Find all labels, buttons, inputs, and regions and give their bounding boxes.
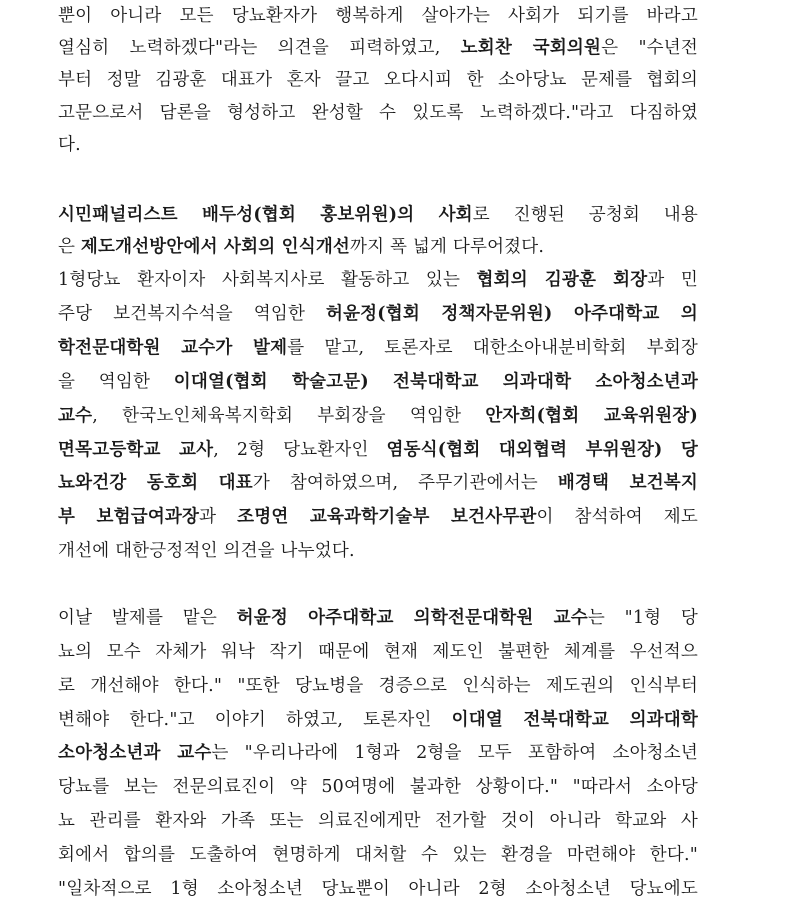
text-run: 주당 보건복지수석을 역임한 xyxy=(58,304,326,324)
text-line xyxy=(58,843,698,867)
text-line xyxy=(58,438,698,462)
bold-text: 안자희(협회 교육위원장) xyxy=(485,406,698,426)
text-line xyxy=(58,203,698,227)
text-line xyxy=(58,268,698,292)
text-run: 로 진행된 공청회 내용 xyxy=(472,205,698,225)
text-line xyxy=(58,877,698,901)
text-run: 은 xyxy=(58,237,81,257)
bold-text: 협회의 김광훈 회장 xyxy=(476,270,648,290)
bold-text: 배경택 보건복지 xyxy=(557,473,699,493)
text-line xyxy=(58,302,698,326)
text-run: 를 맡고, 토론자로 대한소아내분비학회 부회장 xyxy=(287,338,698,358)
text-run: , 한국노인체육복지학회 부회장을 역임한 xyxy=(92,406,486,426)
bold-text: 제도개선방안에서 사회의 인식개선 xyxy=(80,237,351,257)
bold-text: 이대열 전북대학교 의과대학 xyxy=(451,710,698,730)
text-line xyxy=(58,640,698,664)
bold-text: 염동식(협회 대외협력 부위원장) 당 xyxy=(386,440,699,460)
text-run: 뇨 관리를 환자와 가족 또는 의료진에게만 전가할 것이 아니라 학교와 사 xyxy=(58,811,698,831)
text-line xyxy=(58,404,698,428)
text-line xyxy=(58,775,698,799)
text-line xyxy=(58,336,698,360)
text-run: 열심히 노력하겠다"라는 의견을 피력하였고, xyxy=(58,38,461,58)
bold-text: 시민패널리스트 배두성(협회 홍보위원)의 사회 xyxy=(58,205,473,225)
text-line xyxy=(58,809,698,833)
text-run: 은 "수년전 xyxy=(601,38,699,58)
bold-text: 학전문대학원 교수가 발제 xyxy=(58,338,288,358)
text-run: 가 참여하였으며, 주무기관에서는 xyxy=(252,473,558,493)
text-line xyxy=(58,471,698,495)
text-run: 뇨의 모수 자체가 워낙 작기 때문에 현재 제도인 불편한 체계를 우선적으 xyxy=(58,642,698,662)
bold-text: 이대열(협회 학술고문) 전북대학교 의과대학 소아청소년과 xyxy=(173,372,698,392)
text-run: 뿐이 아니라 모든 당뇨환자가 행복하게 살아가는 사회가 되기를 바라고 xyxy=(58,6,698,26)
text-line xyxy=(58,606,698,630)
text-run: 1형당뇨 환자이자 사회복지사로 활동하고 있는 xyxy=(58,270,477,290)
text-line xyxy=(58,708,698,732)
text-run: 다. xyxy=(58,135,81,155)
text-run: 과 xyxy=(199,507,238,527)
text-run: 과 민 xyxy=(647,270,698,290)
text-run: 는 "1형 당 xyxy=(587,608,698,628)
text-line xyxy=(58,4,698,28)
bold-text: 소아청소년과 교수 xyxy=(58,743,212,763)
text-run: 회에서 합의를 도출하여 현명하게 대처할 수 있는 환경을 마련해야 한다." xyxy=(58,845,698,865)
text-run: 개선에 대한긍정적인 의견을 나누었다. xyxy=(58,541,355,561)
bold-text: 조명연 교육과학기술부 보건사무관 xyxy=(237,507,537,527)
text-line xyxy=(58,133,81,157)
bold-text: 부 보험급여과장 xyxy=(58,507,200,527)
text-run: 이날 발제를 맡은 xyxy=(58,608,237,628)
text-run: 당뇨를 보는 전문의료진이 약 50여명에 불과한 상황이다." "따라서 소아당 xyxy=(58,777,698,797)
bold-text: 허윤정 아주대학교 의학전문대학원 교수 xyxy=(236,608,588,628)
text-line xyxy=(58,36,698,60)
bold-text: 허윤정(협회 정책자문위원) 아주대학교 의 xyxy=(325,304,698,324)
text-line xyxy=(58,539,355,563)
text-line xyxy=(58,68,698,92)
text-run: 부터 정말 김광훈 대표가 혼자 끌고 오다시피 한 소아당뇨 문제를 협회의 xyxy=(58,70,698,90)
text-line xyxy=(58,101,698,125)
bold-text: 면목고등학교 교사 xyxy=(58,440,214,460)
text-line xyxy=(58,741,698,765)
text-run: 변해야 한다."고 이야기 하였고, 토론자인 xyxy=(58,710,452,730)
bold-text: 교수 xyxy=(58,406,93,426)
bold-text: 뇨와건강 동호회 대표 xyxy=(58,473,253,493)
text-run: 을 역임한 xyxy=(58,372,174,392)
text-line xyxy=(58,505,698,529)
text-run: 이 참석하여 제도 xyxy=(536,507,698,527)
text-run: 고문으로서 담론을 형성하고 완성할 수 있도록 노력하겠다."라고 다짐하였 xyxy=(58,103,698,123)
text-run: "일차적으로 1형 소아청소년 당뇨뿐이 아니라 2형 소아청소년 당뇨에도 xyxy=(58,879,698,899)
text-line xyxy=(58,370,698,394)
bold-text: 노회찬 국회의원 xyxy=(460,38,602,58)
text-line xyxy=(58,674,698,698)
text-run: 는 "우리나라에 1형과 2형을 모두 포함하여 소아청소년 xyxy=(211,743,698,763)
text-run: 로 개선해야 한다." "또한 당뇨병을 경증으로 인식하는 제도권의 인식부터 xyxy=(58,676,698,696)
text-run: 까지 폭 넓게 다루어졌다. xyxy=(350,237,545,257)
text-run: , 2형 당뇨환자인 xyxy=(213,440,387,460)
text-line xyxy=(58,235,544,259)
